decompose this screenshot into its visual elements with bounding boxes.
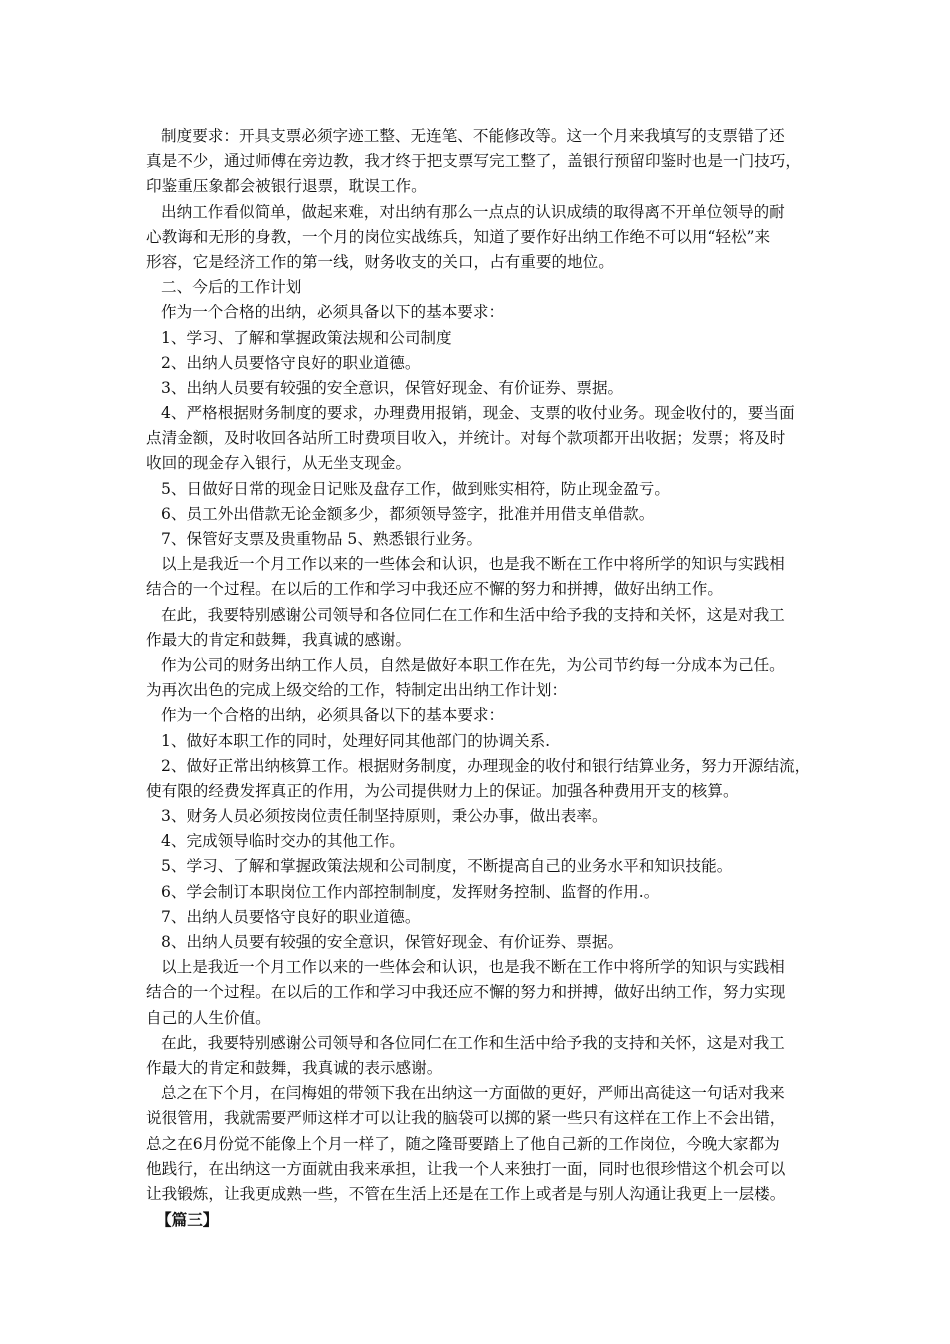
text-line: 结合的一个过程。在以后的工作和学习中我还应不懈的努力和拼搏，做好出纳工作，努力实现 <box>146 983 786 1002</box>
document-body <box>146 124 810 1207</box>
text-line: 5、学习、了解和掌握政策法规和公司制度，不断提高自己的业务水平和知识技能。 <box>161 857 733 876</box>
text-line: 他践行，在出纳这一方面就由我来承担，让我一个人来独打一面，同时也很珍惜这个机会可以 <box>146 1159 786 1178</box>
text-line: 点清金额，及时收回各站所工时费项目收入，并统计。对每个款项都开出收据；发票；将及时 <box>146 429 786 448</box>
text-line: 使有限的经费发挥真正的作用，为公司提供财力上的保证。加强各种费用开支的核算。 <box>146 781 739 800</box>
text-line: 作最大的肯定和鼓舞，我真诚的感谢。 <box>146 630 412 649</box>
text-line: 真是不少，通过师傅在旁边教，我才终于把支票写完工整了，盖银行预留印鉴时也是一门技巧， <box>146 152 801 171</box>
text-line: 作为一个合格的出纳，必须具备以下的基本要求： <box>161 303 505 322</box>
text-line: 5、日做好日常的现金日记账及盘存工作，做到账实相符，防止现金盈亏。 <box>161 479 670 498</box>
document-page <box>146 124 810 1232</box>
text-line: 总之在6月份觉不能像上个月一样了，随之隆哥要踏上了他自己新的工作岗位，今晚大家都为 <box>146 1134 780 1153</box>
text-line: 4、完成领导临时交办的其他工作。 <box>161 832 405 851</box>
text-line: 8、出纳人员要有较强的安全意识，保管好现金、有价证券、票据。 <box>161 933 624 951</box>
text-line: 制度要求：开具支票必须字迹工整、无连笔、不能修改等。这一个月来我填写的支票错了还 <box>161 127 785 145</box>
text-line: 4、严格根据财务制度的要求，办理费用报销，现金、支票的收付业务。现金收付的，要当面 <box>161 404 795 423</box>
text-line: 1、做好本职工作的同时，处理好同其他部门的协调关系. <box>161 731 551 750</box>
text-line: 说很管用，我就需要严师这样才可以让我的脑袋可以掷的紧一些只有这样在工作上不会出错， <box>146 1109 786 1128</box>
text-line: 形容，它是经济工作的第一线，财务收支的关口，占有重要的地位。 <box>146 252 614 271</box>
text-line: 结合的一个过程。在以后的工作和学习中我还应不懈的努力和拼搏，做好出纳工作。 <box>146 580 723 599</box>
text-line: 为再次出色的完成上级交给的工作，特制定出出纳工作计划： <box>146 681 568 700</box>
text-line: 总之在下个月，在闫梅姐的带领下我在出纳这一方面做的更好，严师出高徒这一句话对我来 <box>161 1084 785 1103</box>
text-line: 2、做好正常出纳核算工作。根据财务制度，办理现金的收付和银行结算业务，努力开源结流， <box>161 756 811 775</box>
text-line: 作最大的肯定和鼓舞，我真诚的表示感谢。 <box>146 1058 443 1077</box>
text-line: 以上是我近一个月工作以来的一些体会和认识，也是我不断在工作中将所学的知识与实践相 <box>161 958 785 977</box>
text-line: 二、今后的工作计划 <box>161 278 302 297</box>
text-line: 7、出纳人员要恪守良好的职业道德。 <box>161 907 421 926</box>
text-line: 印鉴重压象都会被银行退票，耽误工作。 <box>146 177 427 196</box>
text-line: 出纳工作看似简单，做起来难，对出纳有那么一点点的认识成绩的取得离不开单位领导的耐 <box>161 202 785 221</box>
text-line: 6、员工外出借款无论金额多少，都须领导签字，批准并用借支单借款。 <box>161 504 655 523</box>
text-line: 作为一个合格的出纳，必须具备以下的基本要求： <box>161 706 505 725</box>
text-line: 让我锻炼，让我更成熟一些，不管在生活上还是在工作上或者是与别人沟通让我更上一层楼。 <box>146 1184 786 1203</box>
text-line: 6、学会制订本职岗位工作内部控制制度，发挥财务控制、监督的作用.。 <box>161 882 660 901</box>
text-line: 7、保管好支票及贵重物品 5、熟悉银行业务。 <box>161 530 483 548</box>
text-line: 以上是我近一个月工作以来的一些体会和认识，也是我不断在工作中将所学的知识与实践相 <box>161 555 785 574</box>
text-line: 收回的现金存入银行，从无坐支现金。 <box>146 454 412 473</box>
text-line: 3、出纳人员要有较强的安全意识，保管好现金、有价证券、票据。 <box>161 378 624 397</box>
text-line: 在此，我要特别感谢公司领导和各位同仁在工作和生活中给予我的支持和关怀，这是对我工 <box>161 1033 785 1052</box>
text-line: 2、出纳人员要恪守良好的职业道德。 <box>161 353 421 372</box>
text-line: 1、学习、了解和掌握政策法规和公司制度 <box>161 328 452 347</box>
text-line: 在此，我要特别感谢公司领导和各位同仁在工作和生活中给予我的支持和关怀，这是对我工 <box>161 605 785 624</box>
text-line: 自己的人生价值。 <box>146 1008 271 1027</box>
text-line: 3、财务人员必须按岗位责任制坚持原则，秉公办事，做出表率。 <box>161 807 608 826</box>
text-line: 心教诲和无形的身教，一个月的岗位实战练兵，知道了要作好出纳工作绝不可以用“轻松”来 <box>146 227 771 246</box>
text-line: 作为公司的财务出纳工作人员，自然是做好本职工作在先，为公司节约每一分成本为己任。 <box>161 655 785 674</box>
section-heading: 【篇三】 <box>156 1210 219 1230</box>
